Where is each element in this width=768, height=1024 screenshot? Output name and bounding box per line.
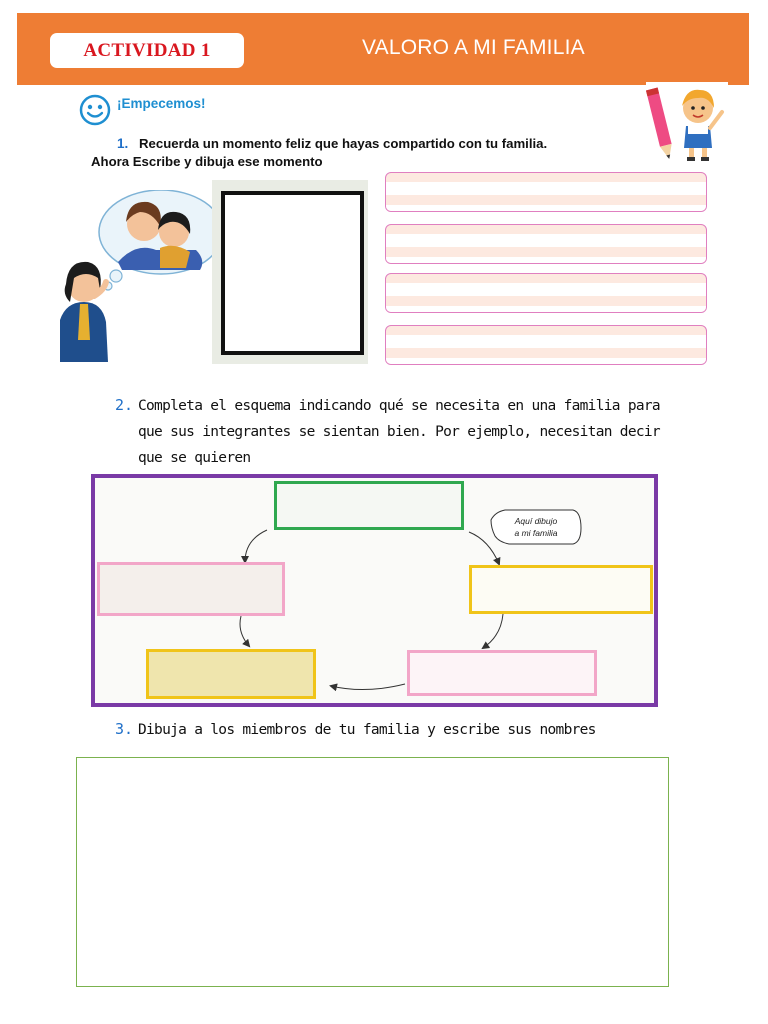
start-label: ¡Empecemos! [117,96,206,111]
question-3-number: 3. [115,720,134,738]
smiley-icon [79,94,111,126]
family-scheme [91,474,658,707]
writing-line[interactable] [385,172,707,212]
question-2-line-2: que sus integrantes se sientan bien. Por ejemplo, necesitan decir [138,424,660,440]
girl-with-pencil-illustration [646,82,728,166]
scheme-box-top[interactable] [274,481,464,530]
drawing-frame[interactable] [221,191,364,355]
question-2-line-1: Completa el esquema indicando qué se necesita en una familia para [138,398,660,414]
writing-line[interactable] [385,273,707,313]
scheme-box-left[interactable] [97,562,285,616]
scheme-box-bottom-right[interactable] [407,650,597,696]
writing-line[interactable] [385,325,707,365]
scheme-box-bottom-left[interactable] [146,649,316,699]
family-drawing-area[interactable] [76,757,669,987]
question-2-number: 2. [115,396,134,414]
speech-bubble-line-2: a mi familia [514,528,558,538]
question-2-line-3: que se quieren [138,450,251,466]
writing-line[interactable] [385,224,707,264]
question-1-number: 1. [117,136,129,151]
activity-label: ACTIVIDAD 1 [50,33,244,68]
speech-bubble-line-1: Aquí dibujo [514,516,558,526]
page-title: VALORO A MI FAMILIA [362,36,585,59]
scheme-box-right[interactable] [469,565,653,614]
question-3-text: Dibuja a los miembros de tu familia y escribe sus nombres [138,722,596,738]
thinking-girl-illustration [56,190,226,362]
question-1-text: Recuerda un momento feliz que hayas compartido con tu familia. [139,136,548,151]
question-1-text-2: Ahora Escribe y dibuja ese momento [91,154,323,169]
